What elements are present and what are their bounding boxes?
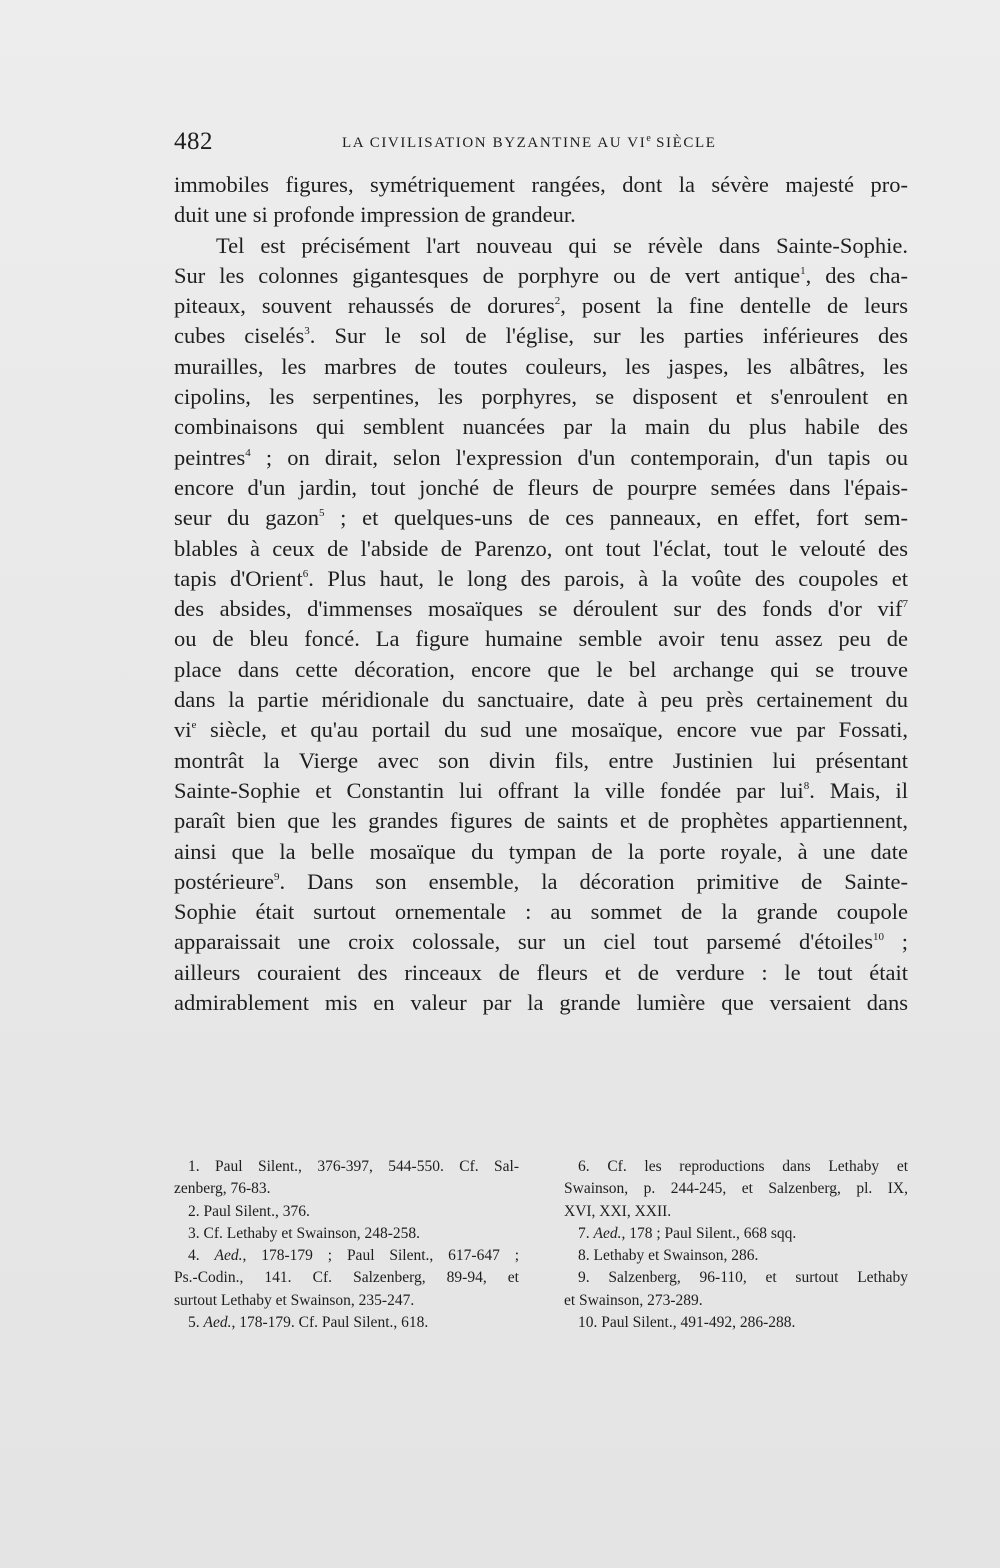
body-line — [174, 382, 908, 412]
body-line-text: immobiles figures, symétriquement rangées, dont la sévère majesté pro- — [174, 172, 908, 197]
body-line — [174, 534, 908, 564]
footnote-line — [564, 1267, 908, 1289]
footnote-line — [174, 1245, 519, 1267]
body-line-text: postérieure — [174, 868, 274, 894]
body-line-text-after: ; on dirait, selon l'expression d'un contemporain, d'un tapis ou — [250, 444, 908, 470]
body-line — [174, 200, 908, 230]
footnote-reference: 3 — [304, 325, 310, 338]
footnote-text: 2. Paul Silent., 376. — [188, 1202, 310, 1220]
footnotes-left-column — [174, 1156, 519, 1334]
footnote-line — [564, 1156, 908, 1178]
footnote-reference: 7 — [902, 598, 908, 611]
body-line-text: des absides, d'immenses mosaïques se déroulent sur des fonds d'or vif — [174, 596, 903, 622]
footnote-line — [564, 1290, 908, 1312]
footnote-line — [174, 1267, 519, 1289]
body-line-text-after: . Mais, il — [809, 777, 908, 803]
body-line-text: place dans cette décoration, encore que le bel archange qui se trouve — [174, 656, 908, 682]
body-line-text-after: . Sur le sol de l'église, sur les parties inférieures des — [309, 323, 908, 349]
body-line-text-after: , posent la fine dentelle de leurs — [560, 293, 909, 319]
body-line-text: seur du gazon — [174, 505, 320, 531]
footnote-text: 8. Lethaby et Swainson, 286. — [578, 1247, 759, 1265]
footnote-text: et Swainson, 273-289. — [564, 1291, 703, 1309]
footnote-text: XVI, XXI, XXII. — [564, 1202, 672, 1220]
footnote-text: , 178 ; Paul Silent., 668 sqq. — [621, 1224, 797, 1242]
page-header — [174, 128, 908, 158]
running-title-end: SIÈCLE — [650, 135, 717, 151]
footnote-number: 4. — [188, 1247, 215, 1265]
body-line-text: blables à ceux de l'abside de Parenzo, ont tout l'éclat, tout le velouté des — [174, 535, 908, 561]
footnote-line — [174, 1178, 519, 1200]
body-line-text: ainsi que la belle mosaïque du tympan de la porte royale, à une date — [174, 838, 908, 864]
body-line-text-after: ; et quelques-uns de ces panneaux, en effet, fort sem- — [324, 505, 908, 531]
footnote-reference: 8 — [803, 779, 810, 792]
footnote-text: 9. Salzenberg, 96-110, et surtout Lethaby — [578, 1269, 908, 1287]
body-line — [174, 867, 908, 897]
body-line-text: combinaisons qui semblent nuancées par la main du plus habile des — [174, 414, 908, 440]
body-line-text: peintres — [174, 444, 246, 470]
body-line-text: encore d'un jardin, tout jonché de fleurs de pourpre semées dans l'épais- — [174, 474, 908, 500]
footnote-text: 10. Paul Silent., 491-492, 286-288. — [578, 1314, 796, 1332]
footnote-text: Swainson, p. 244-245, et Salzenberg, pl. IX, — [564, 1180, 908, 1198]
footnote-reference: 2 — [554, 295, 561, 308]
body-line — [174, 776, 908, 806]
body-line-text-after: . Plus haut, le long des parois, à la voûte des coupoles et — [308, 565, 909, 591]
body-line — [174, 927, 908, 957]
footnote-text: 3. Cf. Lethaby et Swainson, 248-258. — [188, 1224, 421, 1242]
footnote-line — [174, 1223, 519, 1245]
footnotes-right-column — [564, 1156, 908, 1334]
body-line — [174, 655, 908, 685]
body-line — [174, 170, 908, 200]
body-line-text: Tel est précisément l'art nouveau qui se révèle dans Sainte-Sophie. — [216, 232, 908, 258]
body-line — [174, 564, 908, 594]
footnote-text: , 178-179 ; Paul Silent., 617-647 ; — [242, 1247, 519, 1265]
footnote-line — [564, 1223, 908, 1245]
body-line-text: apparaissait une croix colossale, sur un ciel tout parsemé d'étoiles — [174, 929, 874, 955]
body-line-text: duit une si profonde impression de grandeur. — [174, 202, 576, 228]
footnote-number: 5. — [188, 1314, 204, 1332]
running-title — [342, 133, 717, 152]
body-line — [174, 503, 908, 533]
body-line — [174, 473, 908, 503]
body-line-text: admirablement mis en valeur par la grande lumière que versaient dans — [174, 990, 908, 1016]
body-line — [174, 897, 908, 927]
page-number: 482 — [174, 128, 213, 155]
footnote-line — [174, 1201, 519, 1223]
footnote-line — [564, 1201, 908, 1223]
footnote-reference: 10 — [873, 931, 885, 944]
body-line — [174, 958, 908, 988]
footnote-reference: 9 — [273, 870, 280, 883]
footnote-text: , 178-179. Cf. Paul Silent., 618. — [231, 1314, 429, 1332]
body-line — [174, 412, 908, 442]
footnote-line — [564, 1312, 908, 1334]
body-line — [174, 746, 908, 776]
body-line-text: Sainte-Sophie et Constantin lui offrant la ville fondée par lui — [174, 777, 804, 803]
body-line — [174, 231, 908, 261]
footnote-reference: e — [191, 719, 197, 732]
body-line-text: Sophie était surtout ornementale : au sommet de la grande coupole — [174, 899, 908, 925]
body-line-text: paraît bien que les grandes figures de saints et de prophètes appartiennent, — [174, 808, 908, 834]
footnote-text: Ps.-Codin., 141. Cf. Salzenberg, 89-94, et — [174, 1269, 519, 1287]
body-line — [174, 352, 908, 382]
footnote-line — [174, 1156, 519, 1178]
body-line — [174, 594, 908, 624]
body-line-text: tapis d'Orient — [174, 565, 303, 591]
body-line-text: cubes ciselés — [174, 323, 305, 349]
footnote-italic-source: Aed. — [593, 1224, 622, 1242]
body-line-text: ailleurs couraient des rinceaux de fleurs et de verdure : le tout était — [174, 959, 908, 985]
body-line-text-after: siècle, et qu'au portail du sud une mosaïque, encore vue par Fossati, — [196, 717, 908, 743]
footnote-italic-source: Aed. — [214, 1247, 243, 1265]
body-line-text: cipolins, les serpentines, les porphyres, se disposent et s'enroulent en — [174, 384, 908, 410]
footnote-italic-source: Aed. — [203, 1314, 232, 1332]
body-line — [174, 715, 908, 745]
body-line — [174, 837, 908, 867]
body-line-text: piteaux, souvent rehaussés de dorures — [174, 293, 555, 319]
body-line-text-after: ; — [884, 929, 908, 955]
footnote-reference: 1 — [800, 264, 806, 277]
body-line-text-after: , des cha- — [805, 262, 908, 288]
footnote-number: 7. — [578, 1224, 594, 1242]
body-line — [174, 443, 908, 473]
footnote-reference: 6 — [302, 567, 309, 580]
body-line-text: montrât la Vierge avec son divin fils, entre Justinien lui présentant — [174, 747, 908, 773]
running-title-superscript: e — [646, 133, 651, 144]
footnote-text: 1. Paul Silent., 376-397, 544-550. Cf. Sal- — [188, 1158, 519, 1175]
footnote-text: surtout Lethaby et Swainson, 235-247. — [174, 1291, 415, 1309]
body-line — [174, 291, 908, 321]
footnote-line — [564, 1245, 908, 1267]
body-line — [174, 624, 908, 654]
footnote-text: 6. Cf. les reproductions dans Lethaby et — [578, 1158, 908, 1175]
body-line — [174, 685, 908, 715]
footnote-text: zenberg, 76-83. — [174, 1180, 271, 1198]
body-line-text: ou de bleu foncé. La figure humaine semble avoir tenu assez peu de — [174, 626, 908, 652]
body-line-text: vi — [174, 717, 192, 743]
body-line — [174, 261, 908, 291]
body-line — [174, 988, 908, 1018]
footnote-line — [174, 1312, 519, 1334]
body-text — [174, 170, 908, 1018]
body-line-text: Sur les colonnes gigantesques de porphyre ou de vert antique — [174, 262, 801, 288]
running-title-main: LA CIVILISATION BYZANTINE AU VI — [342, 135, 647, 151]
footnote-reference: 4 — [245, 446, 251, 459]
footnote-line — [174, 1290, 519, 1312]
body-line-text-after: . Dans son ensemble, la décoration primitive de Sainte- — [279, 868, 908, 894]
footnote-line — [564, 1178, 908, 1200]
body-line-text: murailles, les marbres de toutes couleurs, les jaspes, les albâtres, les — [174, 353, 908, 379]
footnote-reference: 5 — [319, 507, 325, 520]
body-line — [174, 806, 908, 836]
body-line-text: dans la partie méridionale du sanctuaire, date à peu près certainement du — [174, 687, 908, 713]
body-line — [174, 321, 908, 351]
